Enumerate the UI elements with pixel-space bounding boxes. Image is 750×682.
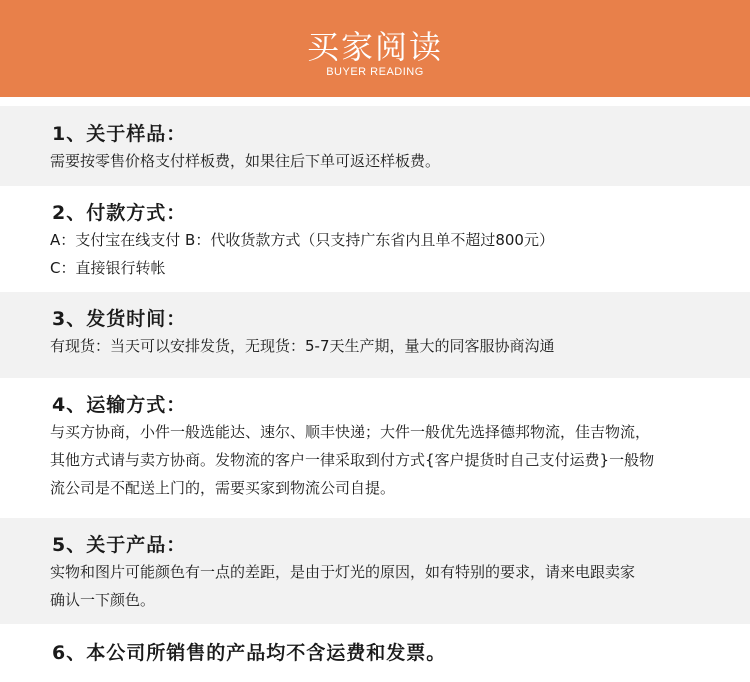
section-samples [0,106,750,186]
section-body [50,418,750,502]
section-invoice-note [0,624,750,682]
section-products [0,518,750,624]
section-body [50,147,750,175]
section-title: 6、本公司所销售的产品均不含运费和发票。 [52,642,447,664]
body-line: 其他方式请与卖方协商。发物流的客户一律采取到付方式{客户提货时自己支付运费}一般物 [50,451,655,469]
body-line: 实物和图片可能颜色有一点的差距，是由于灯光的原因，如有特别的要求，请来电跟卖家 [50,563,636,581]
section-title: 2、付款方式： [52,202,187,224]
section-title: 4、运输方式： [52,394,187,416]
section-body [50,332,750,360]
body-line: A：支付宝在线支付 B：代收货款方式（只支持广东省内且单不超过800元） [50,231,554,249]
section-transport [0,378,750,518]
body-line: 与买方协商，小件一般选能达、速尔、顺丰快递；大件一般优先选择德邦物流，佳吉物流， [50,423,651,441]
body-line: C：直接银行转帐 [50,259,166,277]
section-body [50,558,750,614]
body-line: 流公司是不配送上门的，需要买家到物流公司自提。 [50,479,396,497]
section-title: 5、关于产品： [52,534,187,556]
section-shipping-time [0,292,750,378]
section-title: 1、关于样品： [52,123,187,145]
section-payment [0,186,750,292]
header-title: 买家阅读 [306,28,443,66]
section-body [50,226,750,282]
body-line: 确认一下颜色。 [50,591,156,609]
body-line: 有现货：当天可以安排发货，无现货：5-7天生产期，量大的同客服协商沟通 [50,337,555,355]
header-banner [0,0,750,97]
header-subtitle: BUYER READING [326,66,424,78]
body-line: 需要按零售价格支付样板费，如果往后下单可返还样板费。 [50,152,441,170]
section-title: 3、发货时间： [52,308,187,330]
